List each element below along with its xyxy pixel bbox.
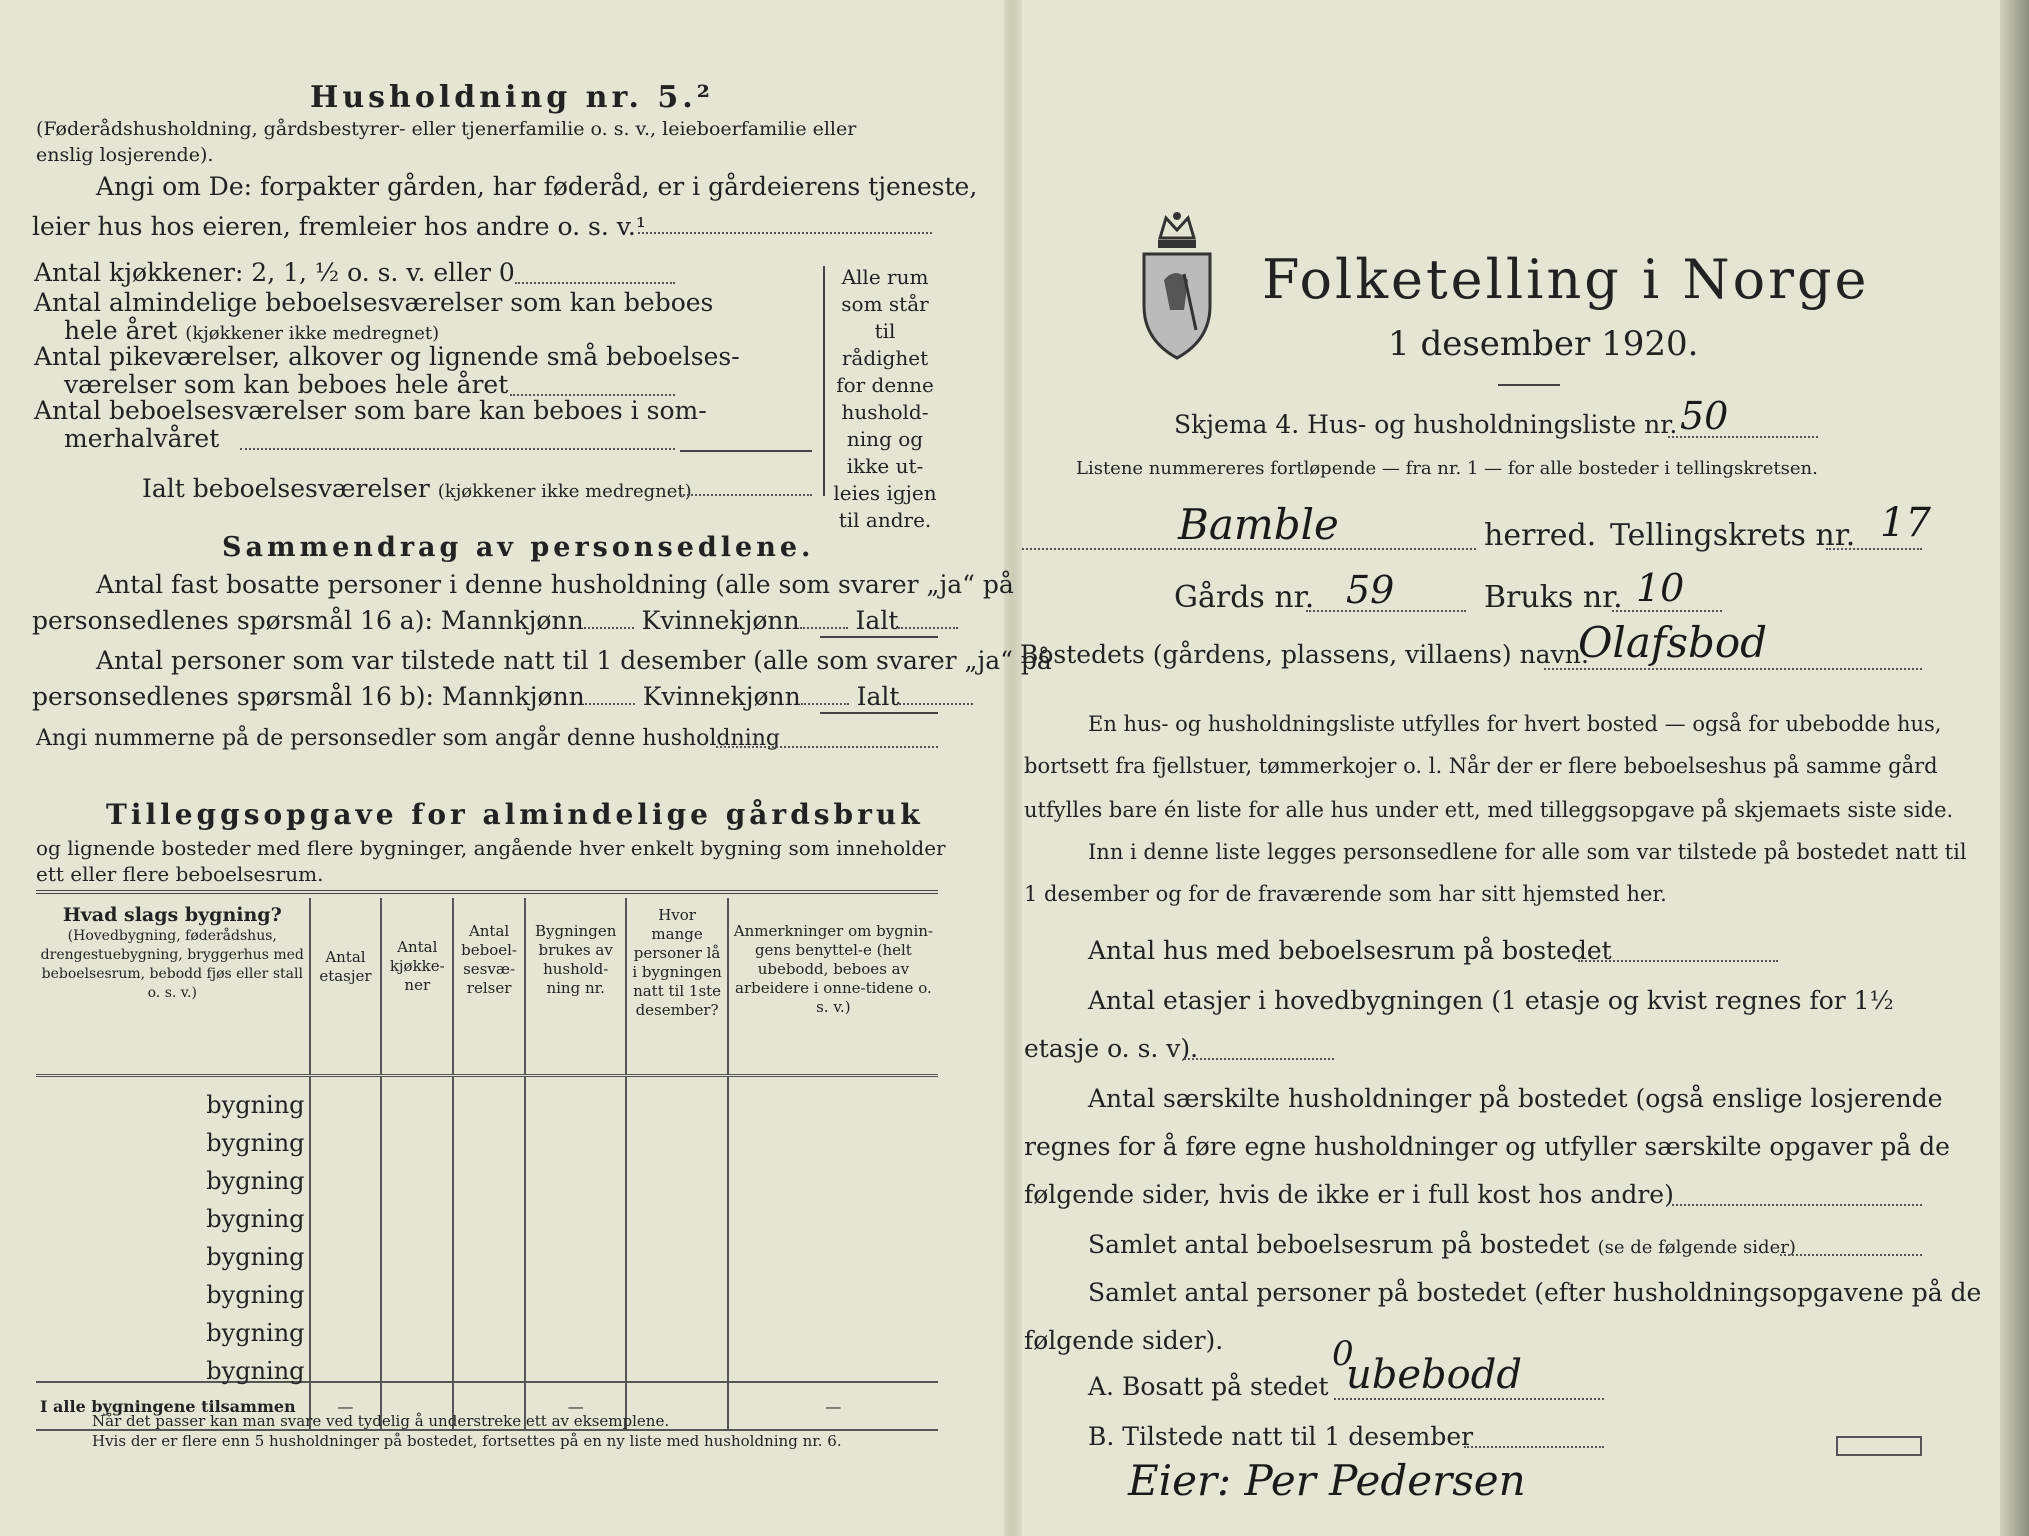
table-header-row [36, 898, 938, 1076]
bosatt-label: A. Bosatt på stedet [1088, 1372, 1329, 1401]
listene-note: Listene nummereres fortløpende — fra nr. 1 — for alle bosteder i tellingskretsen. [1076, 458, 1818, 479]
fast-total-rule [820, 636, 938, 638]
col-etasjer: Antal etasjer [310, 898, 382, 1076]
tilstede-total-rule [820, 712, 938, 714]
sommer-label: Antal beboelsesværelser som bare kan beboes i som- [34, 396, 707, 425]
tillegg-text: og lignende bosteder med flere bygninger, angående hver enkelt bygning som inneholder [36, 836, 946, 860]
pikevaerelser-label: Antal pikeværelser, alkover og lignende små beboelses- [34, 342, 740, 371]
tellingskrets-label: Tellingskrets nr. [1610, 518, 1856, 553]
hus-line [1578, 960, 1778, 962]
samlet-rum: Samlet antal beboelsesrum på bostedet (se de følgende sider) [1088, 1230, 1796, 1259]
tellingskrets-line [1826, 548, 1922, 550]
fast-bosatte-line-2: personsedlenes spørsmål 16 a): Mannkjønn Kvinnekjønn Ialt [32, 606, 958, 635]
hus-label: Antal hus med beboelsesrum på bostedet [1088, 936, 1612, 965]
pikevaerelser-label-2: værelser som kan beboes hele året [64, 370, 509, 399]
angi-line-2: leier hus hos eieren, fremleier hos andre o. s. v.¹ [32, 212, 646, 241]
skjema-nr: 50 [1680, 394, 1729, 438]
etasjer-label: Antal etasjer i hovedbygningen (1 etasje og kvist regnes for 1½ [1088, 986, 1894, 1015]
col-personer: Hvor mange personer lå i bygningen natt til 1ste desember? [626, 898, 727, 1076]
building-table [36, 898, 938, 1431]
tilstede-line [1464, 1446, 1604, 1448]
samlet-rum-line [1780, 1254, 1922, 1256]
saerskilte-3: følgende sider, hvis de ikke er i full kost hos andre) [1024, 1180, 1674, 1209]
table-row [36, 1305, 938, 1343]
intro-text: (Føderådshusholdning, gårdsbestyrer- eller tjenerfamilie o. s. v., leieboerfamilie eller [36, 118, 857, 140]
instr-3: utfylles bare én liste for alle hus under ett, med tilleggsopgave på skjemaets siste side. [1024, 798, 1954, 822]
ialt-answer-line [680, 494, 812, 496]
tilstede-label: B. Tilstede natt til 1 desember [1088, 1422, 1474, 1451]
row-label: bygning [206, 1091, 305, 1119]
row-label: bygning [206, 1129, 305, 1157]
gards-line [1306, 610, 1466, 612]
tillegg-title: Tilleggsopgave for almindelige gårdsbruk [106, 798, 924, 831]
tellingskrets-value: 17 [1880, 500, 1931, 546]
bosted-value: Olafsbod [1578, 618, 1768, 667]
almindelige-label-2: hele året (kjøkkener ikke medregnet) [64, 316, 440, 345]
table-top-rule [36, 890, 938, 894]
bracket [823, 266, 828, 496]
almindelige-label: Antal almindelige beboelsesværelser som kan beboes [34, 288, 714, 317]
husholdning-title: Husholdning nr. 5.² [310, 80, 714, 115]
col-anmerkninger: Anmerkninger om bygnin-gens benyttel-e (helt ubebodd, beboes av arbeidere i onne-tidene o. s. v.) [728, 898, 938, 1076]
row-label: bygning [206, 1319, 305, 1347]
total-dash: — [310, 1382, 382, 1430]
samlet-personer-2: følgende sider). [1024, 1326, 1224, 1355]
etasjer-line [1184, 1058, 1334, 1060]
sammendrag-title: Sammendrag av personsedlene. [222, 532, 815, 563]
total-dash: — [728, 1382, 938, 1430]
col-beboelsesvaerelser: Antal beboel-sesvæ-relser [453, 898, 525, 1076]
angi-line-1: Angi om De: forpakter gården, har føderåd, er i gårdeierens tjeneste, [96, 172, 978, 201]
skjema-nr-line [1668, 436, 1818, 438]
zero-mark: 0 [1332, 1334, 1354, 1374]
total-label: I alle bygningene tilsammen [36, 1382, 310, 1430]
herred-label: herred. [1484, 518, 1597, 553]
ialt-label: Ialt beboelsesværelser (kjøkkener ikke medregnet) [142, 474, 692, 503]
etasjer-label-2: etasje o. s. v). [1024, 1034, 1199, 1063]
tillegg-text-2: ett eller flere beboelsesrum. [36, 862, 324, 886]
table-row [36, 1191, 938, 1229]
page-fold [1004, 0, 1022, 1536]
row-label: bygning [206, 1357, 305, 1385]
saerskilte-line [1672, 1204, 1922, 1206]
table-row [36, 1267, 938, 1305]
herred-value: Bamble [1178, 500, 1339, 549]
table-row [36, 1229, 938, 1267]
nummerne-line [716, 746, 938, 748]
instr-1: En hus- og husholdningsliste utfylles for hvert bosted — også for ubebodde hus, [1088, 712, 1942, 736]
table-row [36, 1115, 938, 1153]
kjokkener-label: Antal kjøkkener: 2, 1, ½ o. s. v. eller 0 [34, 258, 515, 287]
side-note: Alle rum som står til rådighet for denne hushold- ning og ikke ut- leies igjen til andre. [833, 265, 937, 532]
angi-nummerne: Angi nummerne på de personsedler som angår denne husholdning [36, 726, 780, 751]
saerskilte-2: regnes for å føre egne husholdninger og utfyller særskilte opgaver på de [1024, 1132, 1950, 1161]
gards-value: 59 [1346, 568, 1395, 612]
row-label: bygning [206, 1281, 305, 1309]
total-dash: — [525, 1382, 626, 1430]
row-label: bygning [206, 1167, 305, 1195]
page-edge [2000, 0, 2029, 1536]
col-kjokkener: Antal kjøkke-ner [381, 898, 453, 1076]
herred-line [1022, 548, 1476, 550]
census-title: Folketelling i Norge [1262, 248, 1870, 311]
tilstede-line-1: Antal personer som var tilstede natt til 1 desember (alle som svarer „ja“ på [96, 646, 1052, 675]
eier-signature: Eier: Per Pedersen [1128, 1456, 1526, 1505]
table-row [36, 1153, 938, 1191]
table-row [36, 1076, 938, 1116]
printer-stamp [1836, 1436, 1922, 1456]
bosatt-value: ubebodd [1346, 1352, 1522, 1398]
bruks-line [1612, 610, 1722, 612]
bosted-label: Bostedets (gårdens, plassens, villaens) navn: [1020, 640, 1590, 669]
intro-text-2: enslig losjerende). [36, 144, 214, 166]
bosatt-line [1334, 1398, 1604, 1400]
row-label: bygning [206, 1205, 305, 1233]
kjokkener-dots [515, 282, 675, 284]
angi-answer-line [638, 232, 932, 234]
footnote-1: Når det passer kan man svare ved tydelig å understreke ett av eksemplene. [92, 1412, 670, 1430]
census-date: 1 desember 1920. [1388, 324, 1699, 364]
bruks-value: 10 [1636, 566, 1685, 610]
col-husholdning-nr: Bygningen brukes av hushold-ning nr. [525, 898, 626, 1076]
skjema-label: Skjema 4. Hus- og husholdningsliste nr. [1174, 410, 1678, 439]
instr-4: Inn i denne liste legges personsedlene for alle som var tilstede på bostedet natt til [1088, 840, 1967, 864]
bruks-label: Bruks nr. [1484, 580, 1623, 615]
coat-of-arms-icon [1138, 210, 1216, 362]
bosted-line [1544, 668, 1922, 670]
tilstede-line-2: personsedlenes spørsmål 16 b): Mannkjønn Kvinnekjønn Ialt [32, 682, 973, 711]
col-bygning: Hvad slags bygning? (Hovedbygning, føderådshus, drengestuebygning, bryggerhus med beboelsesrum, bebodd fjøs eller stall o. s. v.) [36, 898, 310, 1076]
row-label: bygning [206, 1243, 305, 1271]
title-rule [1498, 384, 1560, 386]
instr-5: 1 desember og for de fraværende som har sitt hjemsted her. [1024, 882, 1667, 906]
sommer-label-2: merhalvåret [64, 424, 220, 453]
sommer-dots [240, 448, 675, 450]
table-row [36, 1343, 938, 1382]
footnote-2: Hvis der er flere enn 5 husholdninger på bostedet, fortsettes på en ny liste med husholdning nr. 6. [92, 1432, 842, 1450]
gards-label: Gårds nr. [1174, 580, 1315, 615]
saerskilte-1: Antal særskilte husholdninger på bostedet (også enslige losjerende [1088, 1084, 1943, 1113]
sum-rule [680, 450, 812, 452]
instr-2: bortsett fra fjellstuer, tømmerkojer o. l. Når der er flere beboelseshus på samme gård [1024, 754, 1938, 778]
samlet-personer-1: Samlet antal personer på bostedet (efter husholdningsopgavene på de [1088, 1278, 1982, 1307]
fast-bosatte-line-1: Antal fast bosatte personer i denne husholdning (alle som svarer „ja“ på [96, 570, 1014, 599]
